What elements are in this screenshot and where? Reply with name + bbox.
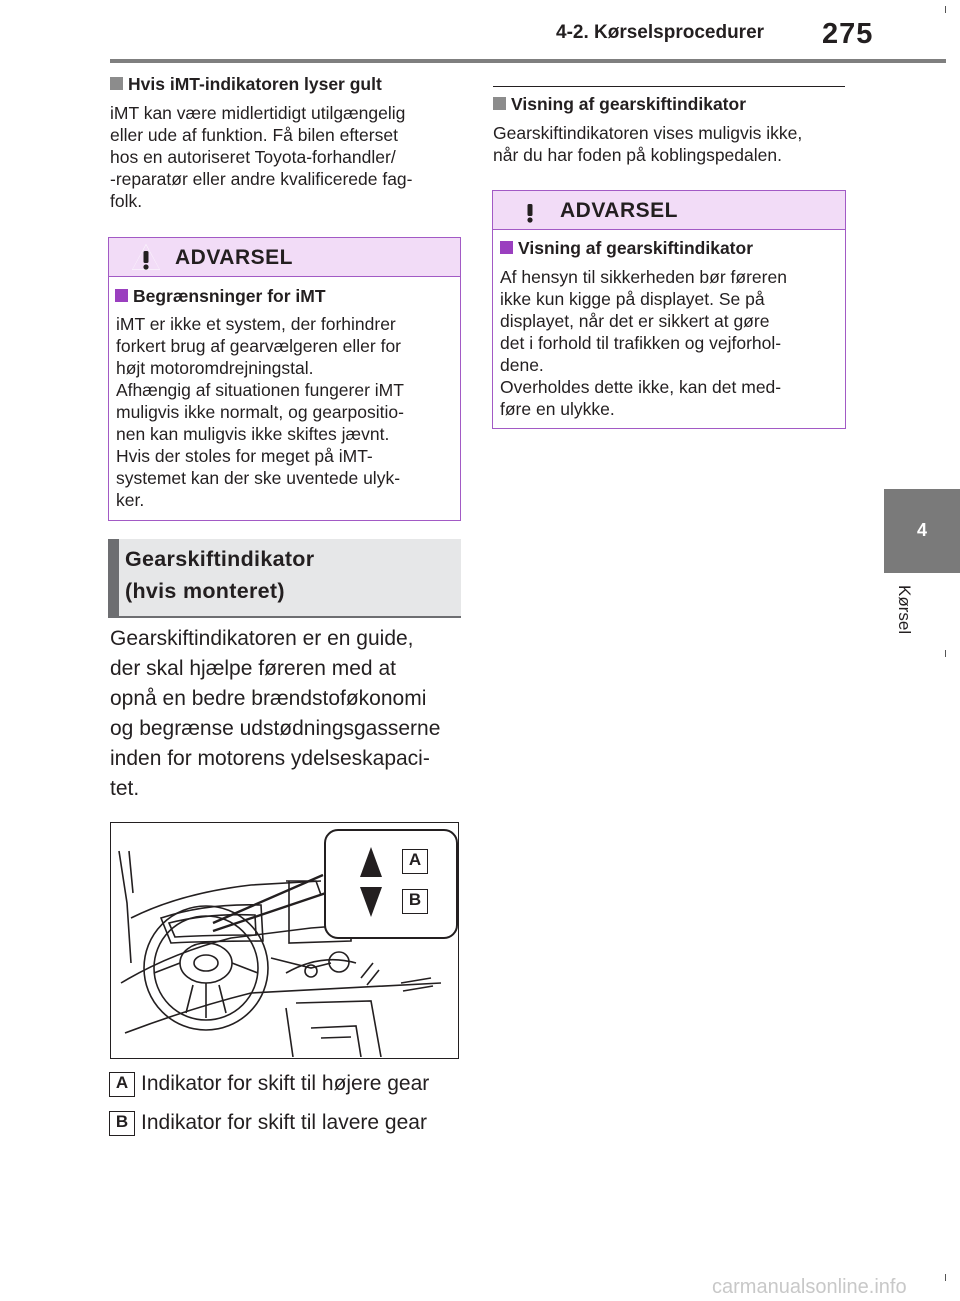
display-text: Gearskiftindikatoren vises muligvis ikke, når du har foden på koblingspedalen.	[493, 123, 803, 165]
legend-text-b: Indikator for skift til lavere gear	[141, 1111, 427, 1134]
legend-key-b: B	[109, 1111, 135, 1136]
column-rule	[493, 86, 845, 87]
page-number: 275	[822, 18, 874, 50]
square-bullet-icon	[493, 97, 506, 110]
square-bullet-icon	[115, 289, 128, 302]
section-heading-bar	[108, 539, 119, 616]
imt-text: iMT kan være midlertidigt utilgængelig eller ude af funktion. Få bilen efterset hos en autoriseret Toyota-forhandler/ -reparatør eller andre kvalificerede fag- folk.	[110, 103, 413, 211]
header-rule	[110, 59, 946, 63]
square-bullet-icon	[500, 241, 513, 254]
watermark: carmanualsonline.info	[712, 1276, 907, 1298]
gear-indicator-callout	[324, 829, 458, 939]
shift-up-arrow-icon	[360, 847, 382, 877]
callout-label-b: B	[402, 889, 428, 914]
chapter-number: 4	[916, 520, 927, 540]
section-heading-line-1: Gearskiftindikator	[125, 547, 315, 571]
section-heading	[125, 543, 314, 607]
warning-triangle-icon	[515, 196, 545, 224]
warning-header	[109, 238, 460, 277]
imt-heading: Hvis iMT-indikatoren lyser gult	[110, 73, 382, 95]
callout-label-a: A	[402, 849, 428, 874]
warning-heading: Visning af gearskiftindikator	[500, 237, 753, 259]
section-title: 4-2. Kørselsprocedurer	[556, 22, 765, 43]
section-text: Gearskiftindikatoren er en guide, der skal hjælpe føreren med at opnå en bedre brændstoføkonomi og begrænse udstødningsgasserne inden for motorens ydelseskapaci- tet.	[110, 627, 441, 800]
shift-down-arrow-icon	[360, 887, 382, 917]
chapter-label: Kørsel	[895, 585, 914, 635]
square-bullet-icon	[110, 77, 123, 90]
crop-mark	[945, 6, 946, 13]
warning-heading: Begrænsninger for iMT	[115, 285, 326, 307]
section-heading-rule	[108, 616, 461, 618]
warning-box-2	[492, 190, 846, 429]
legend-key-a: A	[109, 1072, 135, 1097]
warning-text: iMT er ikke et system, der forhindrer forkert brug af gearvælgeren eller for højt motoromdrejningstal. Afhængig af situationen fungerer iMT muligvis ikke normalt, og gearpositio- nen kan muligvis ikke skiftes jævnt. Hvis der stoles for meget på iMT- systemet kan der ske uventede ulyk- ker.	[116, 314, 404, 510]
crop-mark	[945, 1274, 946, 1281]
dashboard-illustration	[110, 822, 459, 1059]
warning-title: ADVARSEL	[175, 246, 293, 269]
warning-title: ADVARSEL	[560, 199, 678, 222]
warning-triangle-icon	[131, 243, 161, 271]
warning-text: Af hensyn til sikkerheden bør føreren ikke kun kigge på displayet. Se på displayet, når det er sikkert at gøre det i forhold til trafikken og vejforhol- dene. Overholdes dette ikke, kan det med- føre en ulykke.	[500, 267, 787, 419]
section-heading-line-2: (hvis monteret)	[125, 579, 285, 603]
warning-header	[493, 191, 845, 230]
display-heading: Visning af gearskiftindikator	[493, 93, 746, 115]
warning-box-1	[108, 237, 461, 521]
legend-text-a: Indikator for skift til højere gear	[141, 1072, 430, 1095]
crop-mark	[945, 650, 946, 657]
